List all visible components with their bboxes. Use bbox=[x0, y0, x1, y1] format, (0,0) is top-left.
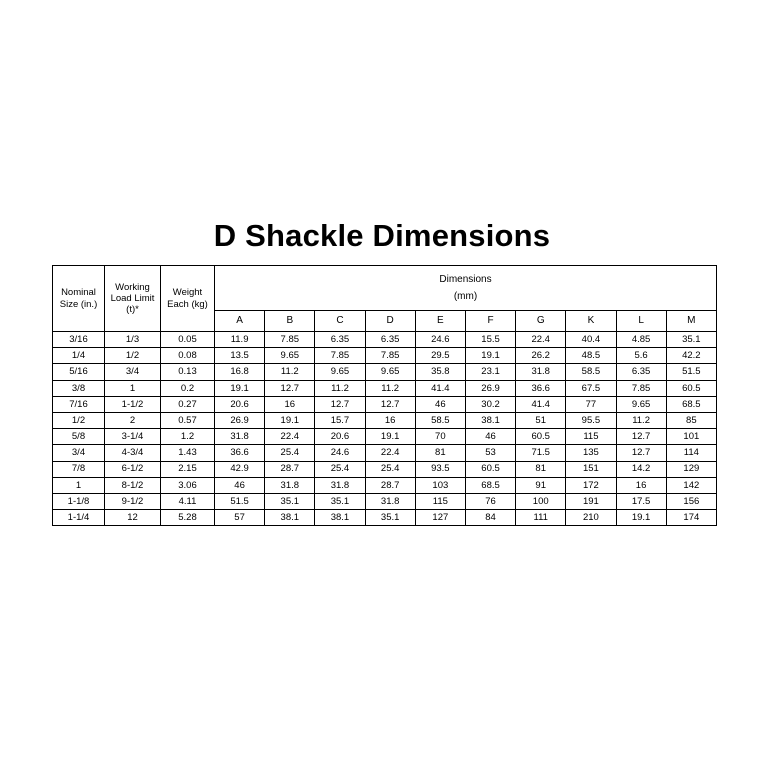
cell-dim-c: 24.6 bbox=[315, 445, 365, 461]
cell-weight: 5.28 bbox=[161, 510, 215, 526]
cell-dim-c: 20.6 bbox=[315, 429, 365, 445]
table-row bbox=[53, 477, 717, 493]
header-weight-each bbox=[161, 266, 215, 332]
table-row bbox=[53, 348, 717, 364]
cell-weight: 2.15 bbox=[161, 461, 215, 477]
cell-dim-d: 16 bbox=[365, 412, 415, 428]
cell-weight: 0.08 bbox=[161, 348, 215, 364]
cell-wll: 1/3 bbox=[105, 332, 161, 348]
cell-dim-f: 60.5 bbox=[465, 461, 515, 477]
cell-dim-m: 156 bbox=[666, 493, 716, 509]
cell-dim-e: 70 bbox=[415, 429, 465, 445]
cell-dim-b: 11.2 bbox=[265, 364, 315, 380]
cell-dim-e: 115 bbox=[415, 493, 465, 509]
cell-dim-f: 53 bbox=[465, 445, 515, 461]
cell-dim-l: 12.7 bbox=[616, 429, 666, 445]
cell-dim-g: 111 bbox=[516, 510, 566, 526]
cell-dim-e: 81 bbox=[415, 445, 465, 461]
cell-dim-a: 36.6 bbox=[215, 445, 265, 461]
cell-dim-d: 11.2 bbox=[365, 380, 415, 396]
cell-size: 1/2 bbox=[53, 412, 105, 428]
cell-dim-c: 15.7 bbox=[315, 412, 365, 428]
cell-dim-f: 76 bbox=[465, 493, 515, 509]
cell-dim-a: 16.8 bbox=[215, 364, 265, 380]
cell-weight: 0.57 bbox=[161, 412, 215, 428]
table-row bbox=[53, 412, 717, 428]
table-row bbox=[53, 429, 717, 445]
header-dimensions-unit: (mm) bbox=[453, 291, 478, 302]
header-letter-g: G bbox=[516, 311, 566, 332]
cell-dim-l: 6.35 bbox=[616, 364, 666, 380]
cell-dim-e: 103 bbox=[415, 477, 465, 493]
d-shackle-dimensions-table bbox=[52, 265, 717, 526]
cell-size: 1 bbox=[53, 477, 105, 493]
cell-dim-l: 5.6 bbox=[616, 348, 666, 364]
cell-dim-k: 77 bbox=[566, 396, 616, 412]
cell-dim-f: 68.5 bbox=[465, 477, 515, 493]
header-weight-line1: Weight bbox=[172, 287, 203, 299]
cell-dim-k: 115 bbox=[566, 429, 616, 445]
cell-dim-e: 41.4 bbox=[415, 380, 465, 396]
cell-weight: 1.2 bbox=[161, 429, 215, 445]
cell-dim-c: 12.7 bbox=[315, 396, 365, 412]
cell-dim-f: 46 bbox=[465, 429, 515, 445]
cell-dim-k: 40.4 bbox=[566, 332, 616, 348]
cell-dim-g: 22.4 bbox=[516, 332, 566, 348]
cell-dim-b: 16 bbox=[265, 396, 315, 412]
cell-dim-d: 12.7 bbox=[365, 396, 415, 412]
cell-dim-b: 19.1 bbox=[265, 412, 315, 428]
header-letter-f: F bbox=[465, 311, 515, 332]
cell-wll: 3/4 bbox=[105, 364, 161, 380]
cell-dim-g: 31.8 bbox=[516, 364, 566, 380]
cell-wll: 9-1/2 bbox=[105, 493, 161, 509]
cell-dim-k: 210 bbox=[566, 510, 616, 526]
table-body bbox=[53, 332, 717, 526]
cell-dim-m: 51.5 bbox=[666, 364, 716, 380]
cell-size: 3/4 bbox=[53, 445, 105, 461]
cell-dim-l: 9.65 bbox=[616, 396, 666, 412]
dimensions-table-container bbox=[52, 265, 716, 526]
cell-wll: 8-1/2 bbox=[105, 477, 161, 493]
cell-dim-l: 17.5 bbox=[616, 493, 666, 509]
cell-weight: 3.06 bbox=[161, 477, 215, 493]
header-letter-c: C bbox=[315, 311, 365, 332]
cell-dim-b: 38.1 bbox=[265, 510, 315, 526]
cell-dim-a: 31.8 bbox=[215, 429, 265, 445]
cell-dim-e: 127 bbox=[415, 510, 465, 526]
cell-wll: 1/2 bbox=[105, 348, 161, 364]
table-row bbox=[53, 380, 717, 396]
cell-wll: 6-1/2 bbox=[105, 461, 161, 477]
cell-size: 5/16 bbox=[53, 364, 105, 380]
cell-wll: 4-3/4 bbox=[105, 445, 161, 461]
cell-dim-l: 16 bbox=[616, 477, 666, 493]
cell-dim-l: 12.7 bbox=[616, 445, 666, 461]
cell-dim-m: 60.5 bbox=[666, 380, 716, 396]
table-row bbox=[53, 461, 717, 477]
cell-dim-m: 174 bbox=[666, 510, 716, 526]
cell-dim-k: 67.5 bbox=[566, 380, 616, 396]
cell-dim-b: 22.4 bbox=[265, 429, 315, 445]
cell-dim-b: 31.8 bbox=[265, 477, 315, 493]
header-wll-line1: Working bbox=[115, 281, 150, 293]
cell-dim-l: 19.1 bbox=[616, 510, 666, 526]
cell-weight: 4.11 bbox=[161, 493, 215, 509]
cell-dim-d: 22.4 bbox=[365, 445, 415, 461]
table-row bbox=[53, 510, 717, 526]
cell-dim-e: 24.6 bbox=[415, 332, 465, 348]
cell-wll: 12 bbox=[105, 510, 161, 526]
cell-dim-a: 13.5 bbox=[215, 348, 265, 364]
cell-dim-e: 35.8 bbox=[415, 364, 465, 380]
cell-dim-e: 93.5 bbox=[415, 461, 465, 477]
cell-dim-c: 6.35 bbox=[315, 332, 365, 348]
cell-dim-g: 81 bbox=[516, 461, 566, 477]
cell-dim-f: 30.2 bbox=[465, 396, 515, 412]
cell-wll: 2 bbox=[105, 412, 161, 428]
header-letter-m: M bbox=[666, 311, 716, 332]
cell-dim-g: 71.5 bbox=[516, 445, 566, 461]
cell-dim-f: 15.5 bbox=[465, 332, 515, 348]
cell-weight: 0.13 bbox=[161, 364, 215, 380]
cell-dim-b: 12.7 bbox=[265, 380, 315, 396]
cell-dim-l: 11.2 bbox=[616, 412, 666, 428]
cell-dim-g: 36.6 bbox=[516, 380, 566, 396]
cell-dim-d: 9.65 bbox=[365, 364, 415, 380]
header-letter-a: A bbox=[215, 311, 265, 332]
cell-dim-c: 7.85 bbox=[315, 348, 365, 364]
cell-dim-k: 172 bbox=[566, 477, 616, 493]
cell-dim-m: 42.2 bbox=[666, 348, 716, 364]
cell-weight: 0.05 bbox=[161, 332, 215, 348]
cell-dim-c: 11.2 bbox=[315, 380, 365, 396]
table-header bbox=[53, 266, 717, 332]
cell-dim-k: 135 bbox=[566, 445, 616, 461]
header-wll-line3: (t)* bbox=[126, 304, 139, 316]
cell-dim-c: 31.8 bbox=[315, 477, 365, 493]
cell-dim-l: 4.85 bbox=[616, 332, 666, 348]
cell-dim-g: 91 bbox=[516, 477, 566, 493]
cell-dim-l: 14.2 bbox=[616, 461, 666, 477]
table-row bbox=[53, 493, 717, 509]
header-letter-k: K bbox=[566, 311, 616, 332]
cell-dim-g: 51 bbox=[516, 412, 566, 428]
cell-size: 1-1/4 bbox=[53, 510, 105, 526]
cell-dim-d: 6.35 bbox=[365, 332, 415, 348]
cell-dim-c: 9.65 bbox=[315, 364, 365, 380]
header-letter-d: D bbox=[365, 311, 415, 332]
table-row bbox=[53, 364, 717, 380]
header-letter-e: E bbox=[415, 311, 465, 332]
cell-dim-k: 95.5 bbox=[566, 412, 616, 428]
cell-dim-b: 28.7 bbox=[265, 461, 315, 477]
header-working-load-limit bbox=[105, 266, 161, 332]
table-row bbox=[53, 445, 717, 461]
cell-dim-b: 9.65 bbox=[265, 348, 315, 364]
header-nominal-size-line2: Size (in.) bbox=[59, 298, 98, 310]
cell-wll: 1 bbox=[105, 380, 161, 396]
cell-dim-g: 41.4 bbox=[516, 396, 566, 412]
cell-dim-d: 28.7 bbox=[365, 477, 415, 493]
cell-dim-m: 85 bbox=[666, 412, 716, 428]
cell-size: 7/16 bbox=[53, 396, 105, 412]
cell-weight: 0.2 bbox=[161, 380, 215, 396]
cell-dim-e: 58.5 bbox=[415, 412, 465, 428]
cell-size: 7/8 bbox=[53, 461, 105, 477]
cell-dim-a: 11.9 bbox=[215, 332, 265, 348]
cell-dim-f: 23.1 bbox=[465, 364, 515, 380]
header-weight-line2: Each (kg) bbox=[167, 298, 208, 310]
header-wll-line2: Load Limit bbox=[110, 292, 155, 304]
cell-size: 5/8 bbox=[53, 429, 105, 445]
cell-dim-f: 19.1 bbox=[465, 348, 515, 364]
cell-dim-a: 51.5 bbox=[215, 493, 265, 509]
cell-dim-d: 19.1 bbox=[365, 429, 415, 445]
cell-dim-e: 46 bbox=[415, 396, 465, 412]
cell-wll: 1-1/2 bbox=[105, 396, 161, 412]
cell-dim-f: 38.1 bbox=[465, 412, 515, 428]
cell-dim-g: 100 bbox=[516, 493, 566, 509]
cell-dim-b: 35.1 bbox=[265, 493, 315, 509]
cell-weight: 0.27 bbox=[161, 396, 215, 412]
cell-dim-m: 68.5 bbox=[666, 396, 716, 412]
header-row-top bbox=[53, 266, 717, 311]
page-title: D Shackle Dimensions bbox=[213, 218, 551, 253]
cell-dim-m: 114 bbox=[666, 445, 716, 461]
header-dimensions-group bbox=[215, 266, 717, 311]
cell-dim-b: 25.4 bbox=[265, 445, 315, 461]
header-dimensions-label: Dimensions bbox=[439, 274, 492, 285]
cell-dim-k: 151 bbox=[566, 461, 616, 477]
cell-size: 3/16 bbox=[53, 332, 105, 348]
cell-dim-a: 20.6 bbox=[215, 396, 265, 412]
cell-dim-c: 25.4 bbox=[315, 461, 365, 477]
cell-dim-d: 31.8 bbox=[365, 493, 415, 509]
cell-dim-b: 7.85 bbox=[265, 332, 315, 348]
cell-dim-m: 101 bbox=[666, 429, 716, 445]
table-row bbox=[53, 332, 717, 348]
cell-dim-a: 46 bbox=[215, 477, 265, 493]
cell-wll: 3-1/4 bbox=[105, 429, 161, 445]
cell-dim-k: 58.5 bbox=[566, 364, 616, 380]
cell-dim-m: 142 bbox=[666, 477, 716, 493]
header-letter-l: L bbox=[616, 311, 666, 332]
cell-dim-a: 42.9 bbox=[215, 461, 265, 477]
cell-dim-e: 29.5 bbox=[415, 348, 465, 364]
header-nominal-size-line1: Nominal bbox=[61, 287, 96, 299]
cell-dim-k: 48.5 bbox=[566, 348, 616, 364]
header-letter-b: B bbox=[265, 311, 315, 332]
cell-dim-d: 35.1 bbox=[365, 510, 415, 526]
cell-dim-f: 84 bbox=[465, 510, 515, 526]
cell-dim-c: 35.1 bbox=[315, 493, 365, 509]
cell-dim-k: 191 bbox=[566, 493, 616, 509]
cell-dim-a: 19.1 bbox=[215, 380, 265, 396]
cell-dim-m: 35.1 bbox=[666, 332, 716, 348]
cell-dim-l: 7.85 bbox=[616, 380, 666, 396]
header-nominal-size bbox=[53, 266, 105, 332]
cell-dim-m: 129 bbox=[666, 461, 716, 477]
cell-size: 1/4 bbox=[53, 348, 105, 364]
cell-dim-g: 26.2 bbox=[516, 348, 566, 364]
cell-dim-d: 7.85 bbox=[365, 348, 415, 364]
cell-dim-g: 60.5 bbox=[516, 429, 566, 445]
cell-dim-f: 26.9 bbox=[465, 380, 515, 396]
cell-size: 3/8 bbox=[53, 380, 105, 396]
cell-weight: 1.43 bbox=[161, 445, 215, 461]
cell-dim-d: 25.4 bbox=[365, 461, 415, 477]
table-row bbox=[53, 396, 717, 412]
cell-dim-c: 38.1 bbox=[315, 510, 365, 526]
cell-dim-a: 26.9 bbox=[215, 412, 265, 428]
cell-dim-a: 57 bbox=[215, 510, 265, 526]
cell-size: 1-1/8 bbox=[53, 493, 105, 509]
